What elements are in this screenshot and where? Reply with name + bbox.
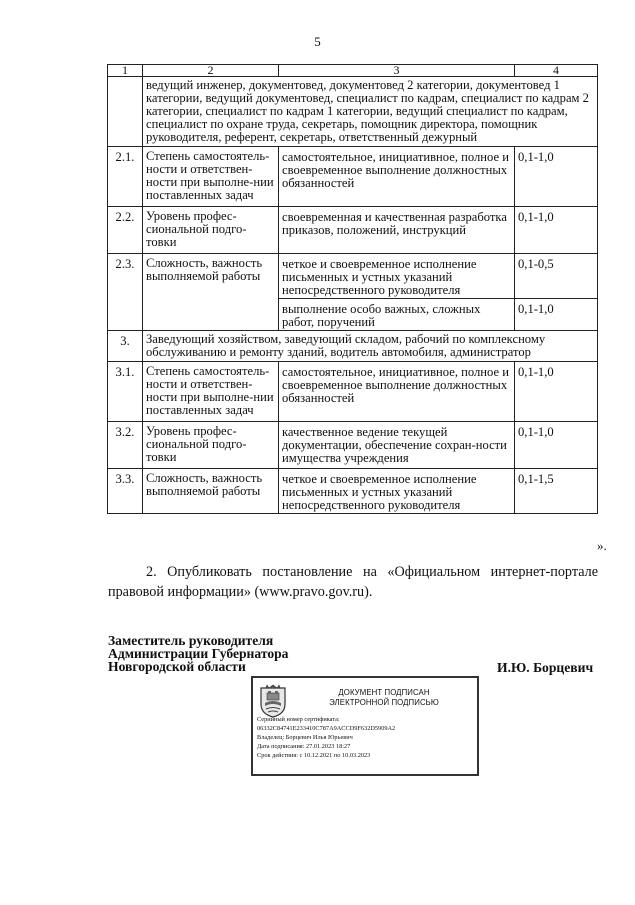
criterion-description: самостоятельное, инициативное, полное и своевременное выполнение должностных обязанностей (279, 362, 515, 422)
row-number: 3.3. (108, 469, 143, 514)
signer-title-line: Новгородской области (108, 659, 246, 674)
table-row (108, 422, 598, 469)
criterion-name: Степень самостоятель-ности и ответствен-ности при выполне-нии поставленных задач (143, 362, 279, 422)
table-row (108, 147, 598, 207)
criterion-name: Сложность, важность выполняемой работы (143, 469, 279, 514)
section-header-row (108, 331, 598, 362)
signer-title-line: Администрации Губернатора (108, 646, 289, 661)
criterion-name: Сложность, важность выполняемой работы (143, 254, 279, 331)
certificate-number: 06332C84741E233410C787A9ACCD9F632D5909A2 (257, 725, 396, 732)
coefficient-range: 0,1-1,0 (515, 147, 598, 207)
row-number: 2.3. (108, 254, 143, 331)
section-continuation-row (108, 77, 598, 147)
stamp-details (257, 715, 475, 760)
certificate-owner: Владелец: Борцевич Илья Юрьевич (257, 734, 353, 741)
signer-title-line: Заместитель руководителя (108, 633, 274, 648)
column-number: 4 (515, 65, 598, 77)
criteria-table (107, 64, 598, 514)
criterion-description: своевременная и качественная разработка приказов, положений, инструкций (279, 207, 515, 254)
page-number: 5 (314, 34, 321, 49)
table-row (108, 469, 598, 514)
criterion-description: четкое и своевременное исполнение письменных и устных указаний непосредственного руководителя (279, 254, 515, 299)
row-number: 3.1. (108, 362, 143, 422)
resolution-paragraph: 2. Опубликовать постановление на «Официальном интернет-портале правовой информации» (www.pravo.gov.ru). (108, 564, 598, 600)
table-row (108, 362, 598, 422)
position-list: ведущий инженер, документовед, документовед 2 категории, документовед 1 категории, ведущий документовед, специалист по кадрам, специалист по кадрам 2 категории, специалист по кадрам 1 категории, ведущий специалист по кадрам, специалист по охране труда, секретарь, помощник директора, помощник руководителя, референт, секретарь, ответственный дежурный (143, 77, 598, 147)
closing-quote: ». (597, 538, 607, 553)
signing-date: Дата подписания: 27.01.2023 18:27 (257, 743, 351, 750)
signer-title (108, 634, 288, 673)
criterion-description: качественное ведение текущей документации, обеспечение сохран-ности имущества учреждения (279, 422, 515, 469)
column-number: 3 (279, 65, 515, 77)
certificate-label: Серийный номер сертификата: (257, 716, 340, 723)
electronic-signature-stamp (251, 676, 479, 776)
signer-name: И.Ю. Борцевич (497, 660, 594, 675)
stamp-heading (293, 688, 475, 708)
table-row (108, 254, 598, 299)
stamp-heading-line: ДОКУМЕНТ ПОДПИСАН (338, 688, 430, 697)
row-number: 3.2. (108, 422, 143, 469)
column-number: 2 (143, 65, 279, 77)
section-number: 3. (108, 331, 143, 362)
coefficient-range: 0,1-1,0 (515, 422, 598, 469)
criterion-description: самостоятельное, инициативное, полное и своевременное выполнение должностных обязанностей (279, 147, 515, 207)
section-positions: Заведующий хозяйством, заведующий складом, рабочий по комплексному обслуживанию и ремонту зданий, водитель автомобиля, администратор (143, 331, 598, 362)
row-number: 2.2. (108, 207, 143, 254)
table-row (108, 207, 598, 254)
criterion-name: Степень самостоятель-ности и ответствен-ности при выполне-нии поставленных задач (143, 147, 279, 207)
coefficient-range: 0,1-1,0 (515, 207, 598, 254)
coefficient-range: 0,1-1,0 (515, 299, 598, 331)
coefficient-range: 0,1-1,0 (515, 362, 598, 422)
column-number: 1 (108, 65, 143, 77)
row-number: 2.1. (108, 147, 143, 207)
novgorod-coat-of-arms-icon (259, 684, 287, 718)
criterion-name: Уровень профес-сиональной подго-товки (143, 207, 279, 254)
coefficient-range: 0,1-0,5 (515, 254, 598, 299)
criterion-name: Уровень профес-сиональной подго-товки (143, 422, 279, 469)
column-number-row (108, 65, 598, 77)
criterion-description: выполнение особо важных, сложных работ, поручений (279, 299, 515, 331)
certificate-validity: Срок действия: с 10.12.2021 по 10.03.2023 (257, 752, 371, 759)
criterion-description: четкое и своевременное исполнение письменных и устных указаний непосредственного руководителя (279, 469, 515, 514)
stamp-heading-line: ЭЛЕКТРОННОЙ ПОДПИСЬЮ (329, 698, 439, 707)
coefficient-range: 0,1-1,5 (515, 469, 598, 514)
